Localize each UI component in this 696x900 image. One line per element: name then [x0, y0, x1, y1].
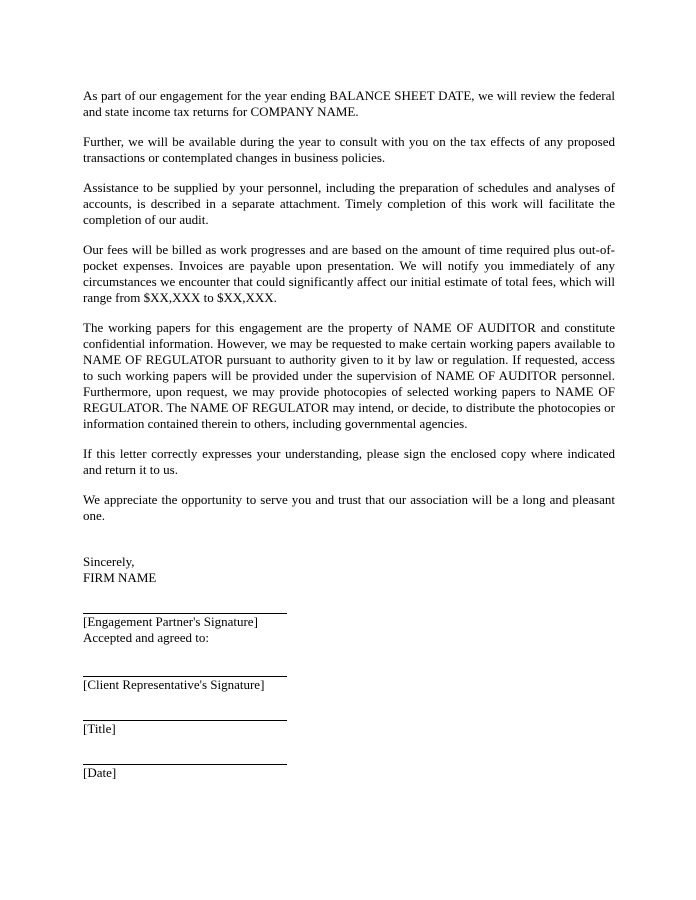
date-label: [Date]	[83, 765, 117, 780]
paragraph-working-papers: The working papers for this engagement are the property of NAME OF AUDITOR and constitute confidential information. However, we may be requested to make certain working papers available to NAME OF REGULATOR pursuant to authority given to it by law or regulation. If requested, access to such working papers will be provided under the supervision of NAME OF AUDITOR personnel. Furthermore, upon request, we may provide photocopies of selected working papers to NAME OF REGULATOR. The NAME OF REGULATOR may intend, or decide, to distribute the photocopies or information contained therein to others, including governmental agencies.	[83, 320, 615, 431]
paragraph-consultation: Further, we will be available during the year to consult with you on the tax effects of any proposed transactions or contemplated changes in business policies.	[83, 134, 615, 165]
paragraph-appreciation: We appreciate the opportunity to serve you and trust that our association will be a long and pleasant one.	[83, 492, 615, 523]
accepted-text: Accepted and agreed to:	[83, 630, 209, 645]
signature-block	[83, 613, 615, 781]
paragraph-sign-request: If this letter correctly expresses your understanding, please sign the enclosed copy where indicated and return it to us.	[83, 446, 615, 477]
client-signature-label: [Client Representative's Signature]	[83, 677, 265, 692]
firm-name: FIRM NAME	[83, 570, 157, 585]
closing-block	[83, 554, 615, 586]
title-label: [Title]	[83, 721, 116, 736]
letter-body	[83, 88, 615, 781]
partner-signature-label: [Engagement Partner's Signature]	[83, 614, 258, 629]
salutation: Sincerely,	[83, 554, 135, 569]
paragraph-fees: Our fees will be billed as work progresses and are based on the amount of time required plus out-of-pocket expenses. Invoices are payable upon presentation. We will notify you immediately of any circumstances we encounter that could significantly affect our initial estimate of total fees, which will range from $XX,XXX to $XX,XXX.	[83, 242, 615, 305]
paragraph-assistance: Assistance to be supplied by your personnel, including the preparation of schedules and analyses of accounts, is described in a separate attachment. Timely completion of this work will facilitate the completion of our audit.	[83, 180, 615, 227]
paragraph-engagement: As part of our engagement for the year ending BALANCE SHEET DATE, we will review the federal and state income tax returns for COMPANY NAME.	[83, 88, 615, 119]
